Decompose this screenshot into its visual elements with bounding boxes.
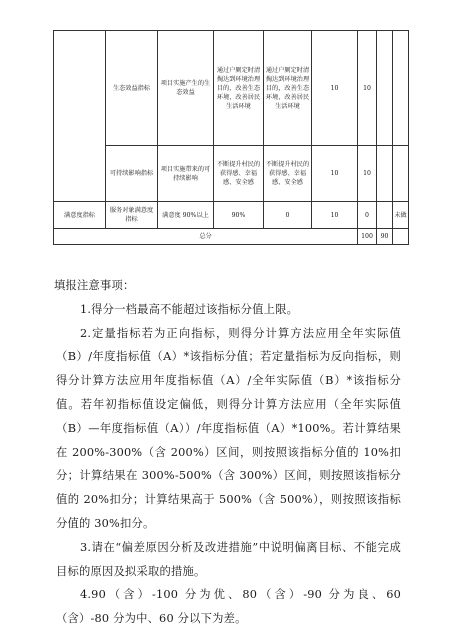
- tertiary-indicator-cell: 项目实施产生的生态效益: [158, 31, 214, 146]
- table-row: [54, 31, 409, 146]
- reason-cell: [377, 31, 393, 146]
- table-row-total: [54, 229, 409, 245]
- remark-cell: [393, 146, 409, 202]
- target-value-cell: 90%: [214, 202, 264, 229]
- note-item: 1.得分一档最高不能超过该指标分值上限。: [80, 302, 299, 316]
- actual-value-cell: 不断提升村民的获得感、幸福感、安全感: [264, 146, 312, 202]
- remark-cell: 未做: [393, 202, 409, 229]
- table-row: [54, 202, 409, 229]
- note-item: 4.90（含）-100 分为优、80（含）-90 分为良、60（含）-80 分为中、60 分以下为差。: [56, 588, 401, 626]
- remark-cell: [393, 31, 409, 146]
- score-cell: 0: [358, 202, 377, 229]
- notes-section: [56, 274, 401, 631]
- note-item: 2.定量指标若为正向指标，则得分计算方法应用全年实际值（B）/年度指标值（A）*该指标分值；若定量指标为反向指标，则得分计算方法应用年度指标值（A）/全年实际值（B）*该指标分值。若年初指标值设定偏低，则得分计算方法应用（全年实际值（B）—年度指标值（A））/年度指标值（A）*100%。若计算结果在 200%-300%（含 200%）区间，则按照该指标分值的 10%扣分；计算结果在 300%-500%（含 300%）区间，则按照该指标分值的 20%扣分；计算结果高于 500%（含 500%），则按照该指标分值的 30%扣分。: [56, 326, 401, 530]
- weight-cell: 10: [312, 202, 358, 229]
- actual-value-cell: 通过户厕定时清掏达到环境治理目的，改善生态环境，改善居民生活环境: [264, 31, 312, 146]
- tertiary-indicator-cell: 满意度 90%以上: [158, 202, 214, 229]
- note-item: 3.请在“偏差原因分析及改进措施”中说明偏离目标、不能完成目标的原因及拟采取的措施。: [56, 540, 401, 578]
- score-cell: 10: [358, 31, 377, 146]
- weight-cell: 10: [312, 31, 358, 146]
- primary-indicator-cell: [54, 31, 106, 202]
- tertiary-indicator-cell: 项目实施带来的可持续影响: [158, 146, 214, 202]
- total-weight-cell: 100: [358, 229, 377, 245]
- notes-heading: 填报注意事项：: [54, 279, 135, 292]
- table-row: [54, 146, 409, 202]
- primary-indicator-cell: 满意度指标: [54, 202, 106, 229]
- reason-cell: [377, 146, 393, 202]
- total-empty-cell: [393, 229, 409, 245]
- secondary-indicator-cell: 服务对象满意度指标: [106, 202, 158, 229]
- reason-cell: [377, 202, 393, 229]
- secondary-indicator-cell: 可持续影响指标: [106, 146, 158, 202]
- weight-cell: 10: [312, 146, 358, 202]
- target-value-cell: 通过户厕定时清掏达到环境治理目的，改善生态环境，改善居民生活环境: [214, 31, 264, 146]
- score-cell: 10: [358, 146, 377, 202]
- total-score-cell: 90: [377, 229, 393, 245]
- total-label-cell: 总分: [54, 229, 358, 245]
- performance-table: [53, 30, 409, 245]
- actual-value-cell: 0: [264, 202, 312, 229]
- target-value-cell: 不断提升村民的获得感、幸福感、安全感: [214, 146, 264, 202]
- secondary-indicator-cell: 生态效益指标: [106, 31, 158, 146]
